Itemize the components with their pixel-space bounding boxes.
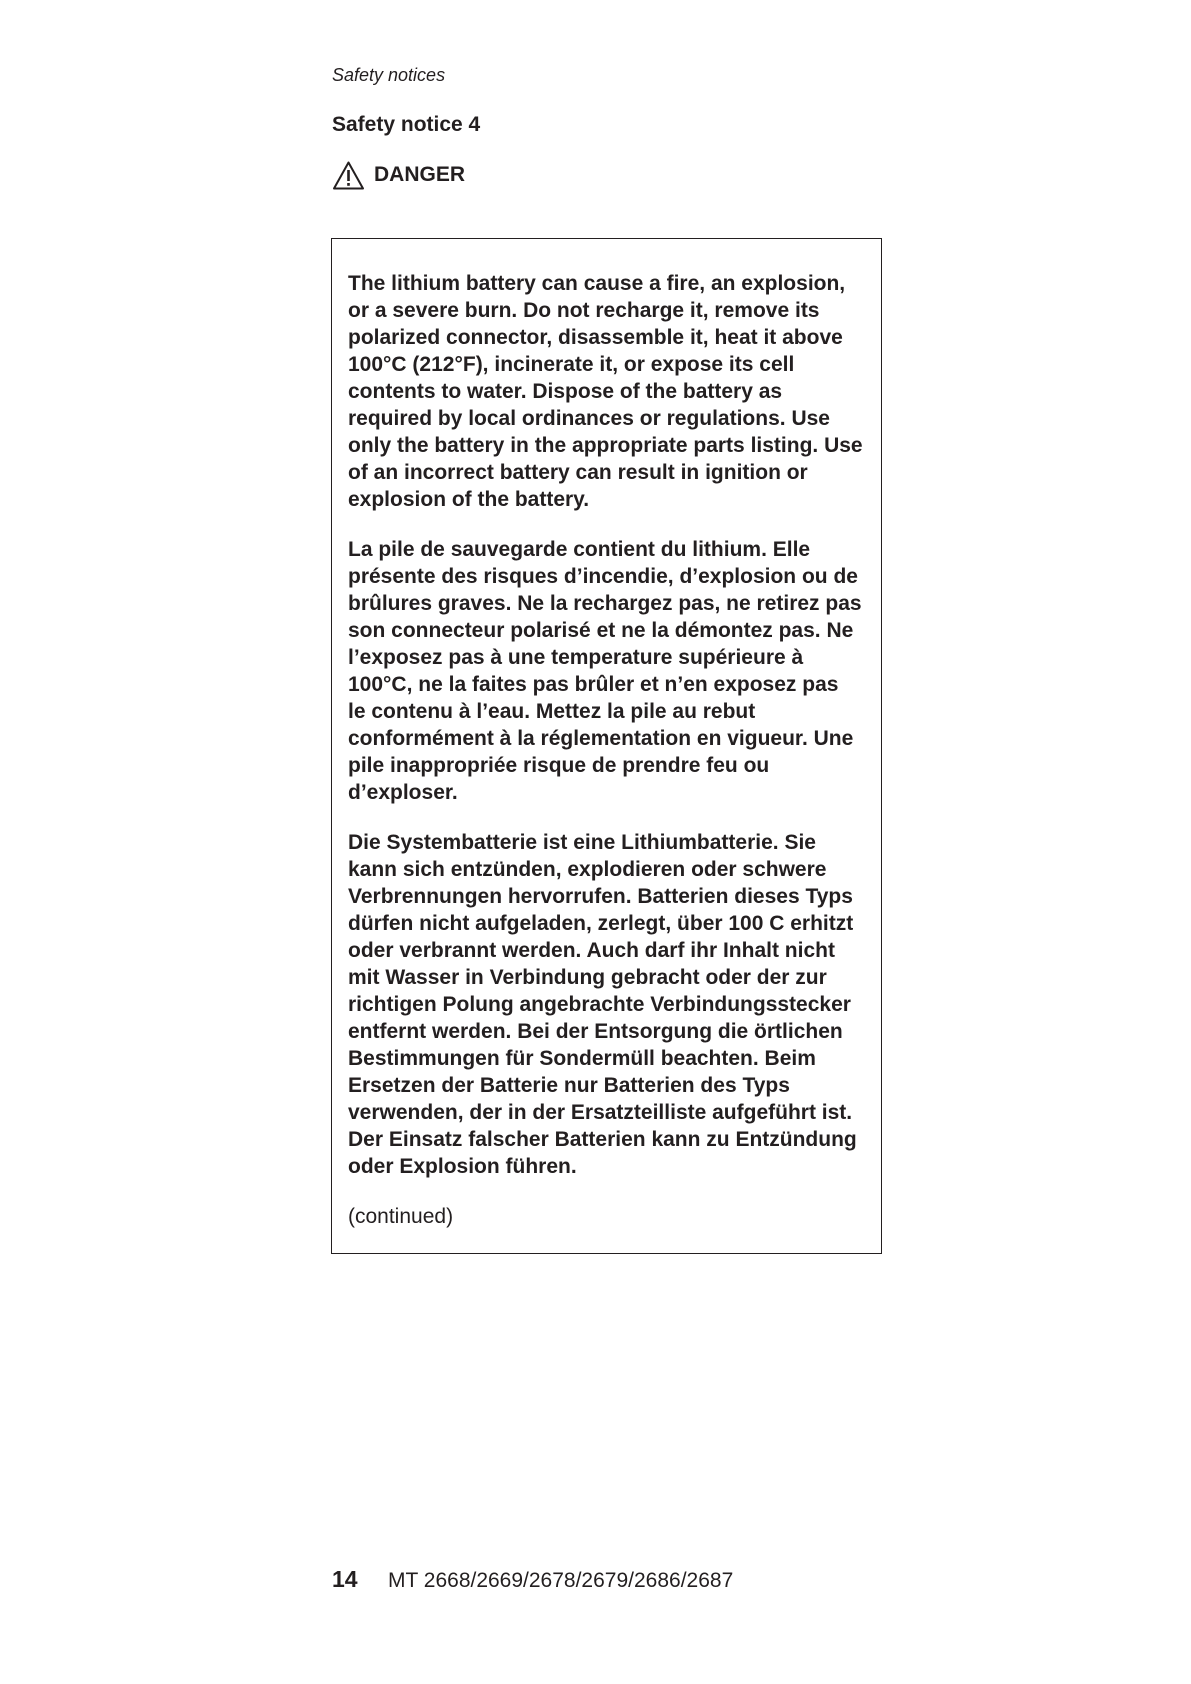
running-head: Safety notices: [332, 65, 446, 85]
page-number: 14: [332, 1566, 358, 1592]
continued-note: (continued): [348, 1205, 454, 1228]
danger-text-french: La pile de sauvegarde contient du lithium. Elle présente des risques d’incendie, d’explosion ou de brûlures graves. Ne la rechargez pas, ne retirez pas son connecteur polarisé et ne la démontez pas. Ne l’exposez pas à une temperature supérieure à 100°C, ne la faites pas brûler et n’en exposez pas le contenu à l’eau. Mettez la pile au rebut conformément à la réglementation en vigueur. Une pile inappropriée risque de prendre feu ou d’exploser.: [348, 538, 862, 804]
danger-text-german: Die Systembatterie ist eine Lithiumbatterie. Sie kann sich entzünden, explodieren oder schwere Verbrennungen hervorrufen. Batterien dieses Typs dürfen nicht aufgeladen, zerlegt, über 100 C erhitzt oder verbrannt werden. Auch darf ihr Inhalt nicht mit Wasser in Verbindung gebracht oder der zur richtigen Polung angebrachte Verbindungsstecker entfernt werden. Bei der Entsorgung die örtlichen Bestimmungen für Sondermüll beachten. Beim Ersetzen der Batterie nur Batterien des Typs verwenden, der in der Ersatzteilliste aufgeführt ist. Der Einsatz falscher Batterien kann zu Entzündung oder Explosion führen.: [348, 831, 857, 1178]
danger-heading: [332, 158, 465, 192]
page-footer: [332, 1566, 733, 1593]
document-id: MT 2668/2669/2678/2679/2686/2687: [388, 1569, 734, 1592]
danger-label: DANGER: [374, 163, 466, 186]
notice-title: Safety notice 4: [332, 113, 481, 136]
warning-triangle-icon: [332, 160, 365, 191]
danger-text-english: The lithium battery can cause a fire, an explosion, or a severe burn. Do not recharge it, remove its polarized connector, disassemble it, heat it above 100°C (212°F), incinerate it, or expose its cell contents to water. Dispose of the battery as required by local ordinances or regulations. Use only the battery in the appropriate parts listing. Use of an incorrect battery can result in ignition or explosion of the battery.: [348, 272, 863, 511]
danger-notice-box: [331, 238, 882, 1254]
